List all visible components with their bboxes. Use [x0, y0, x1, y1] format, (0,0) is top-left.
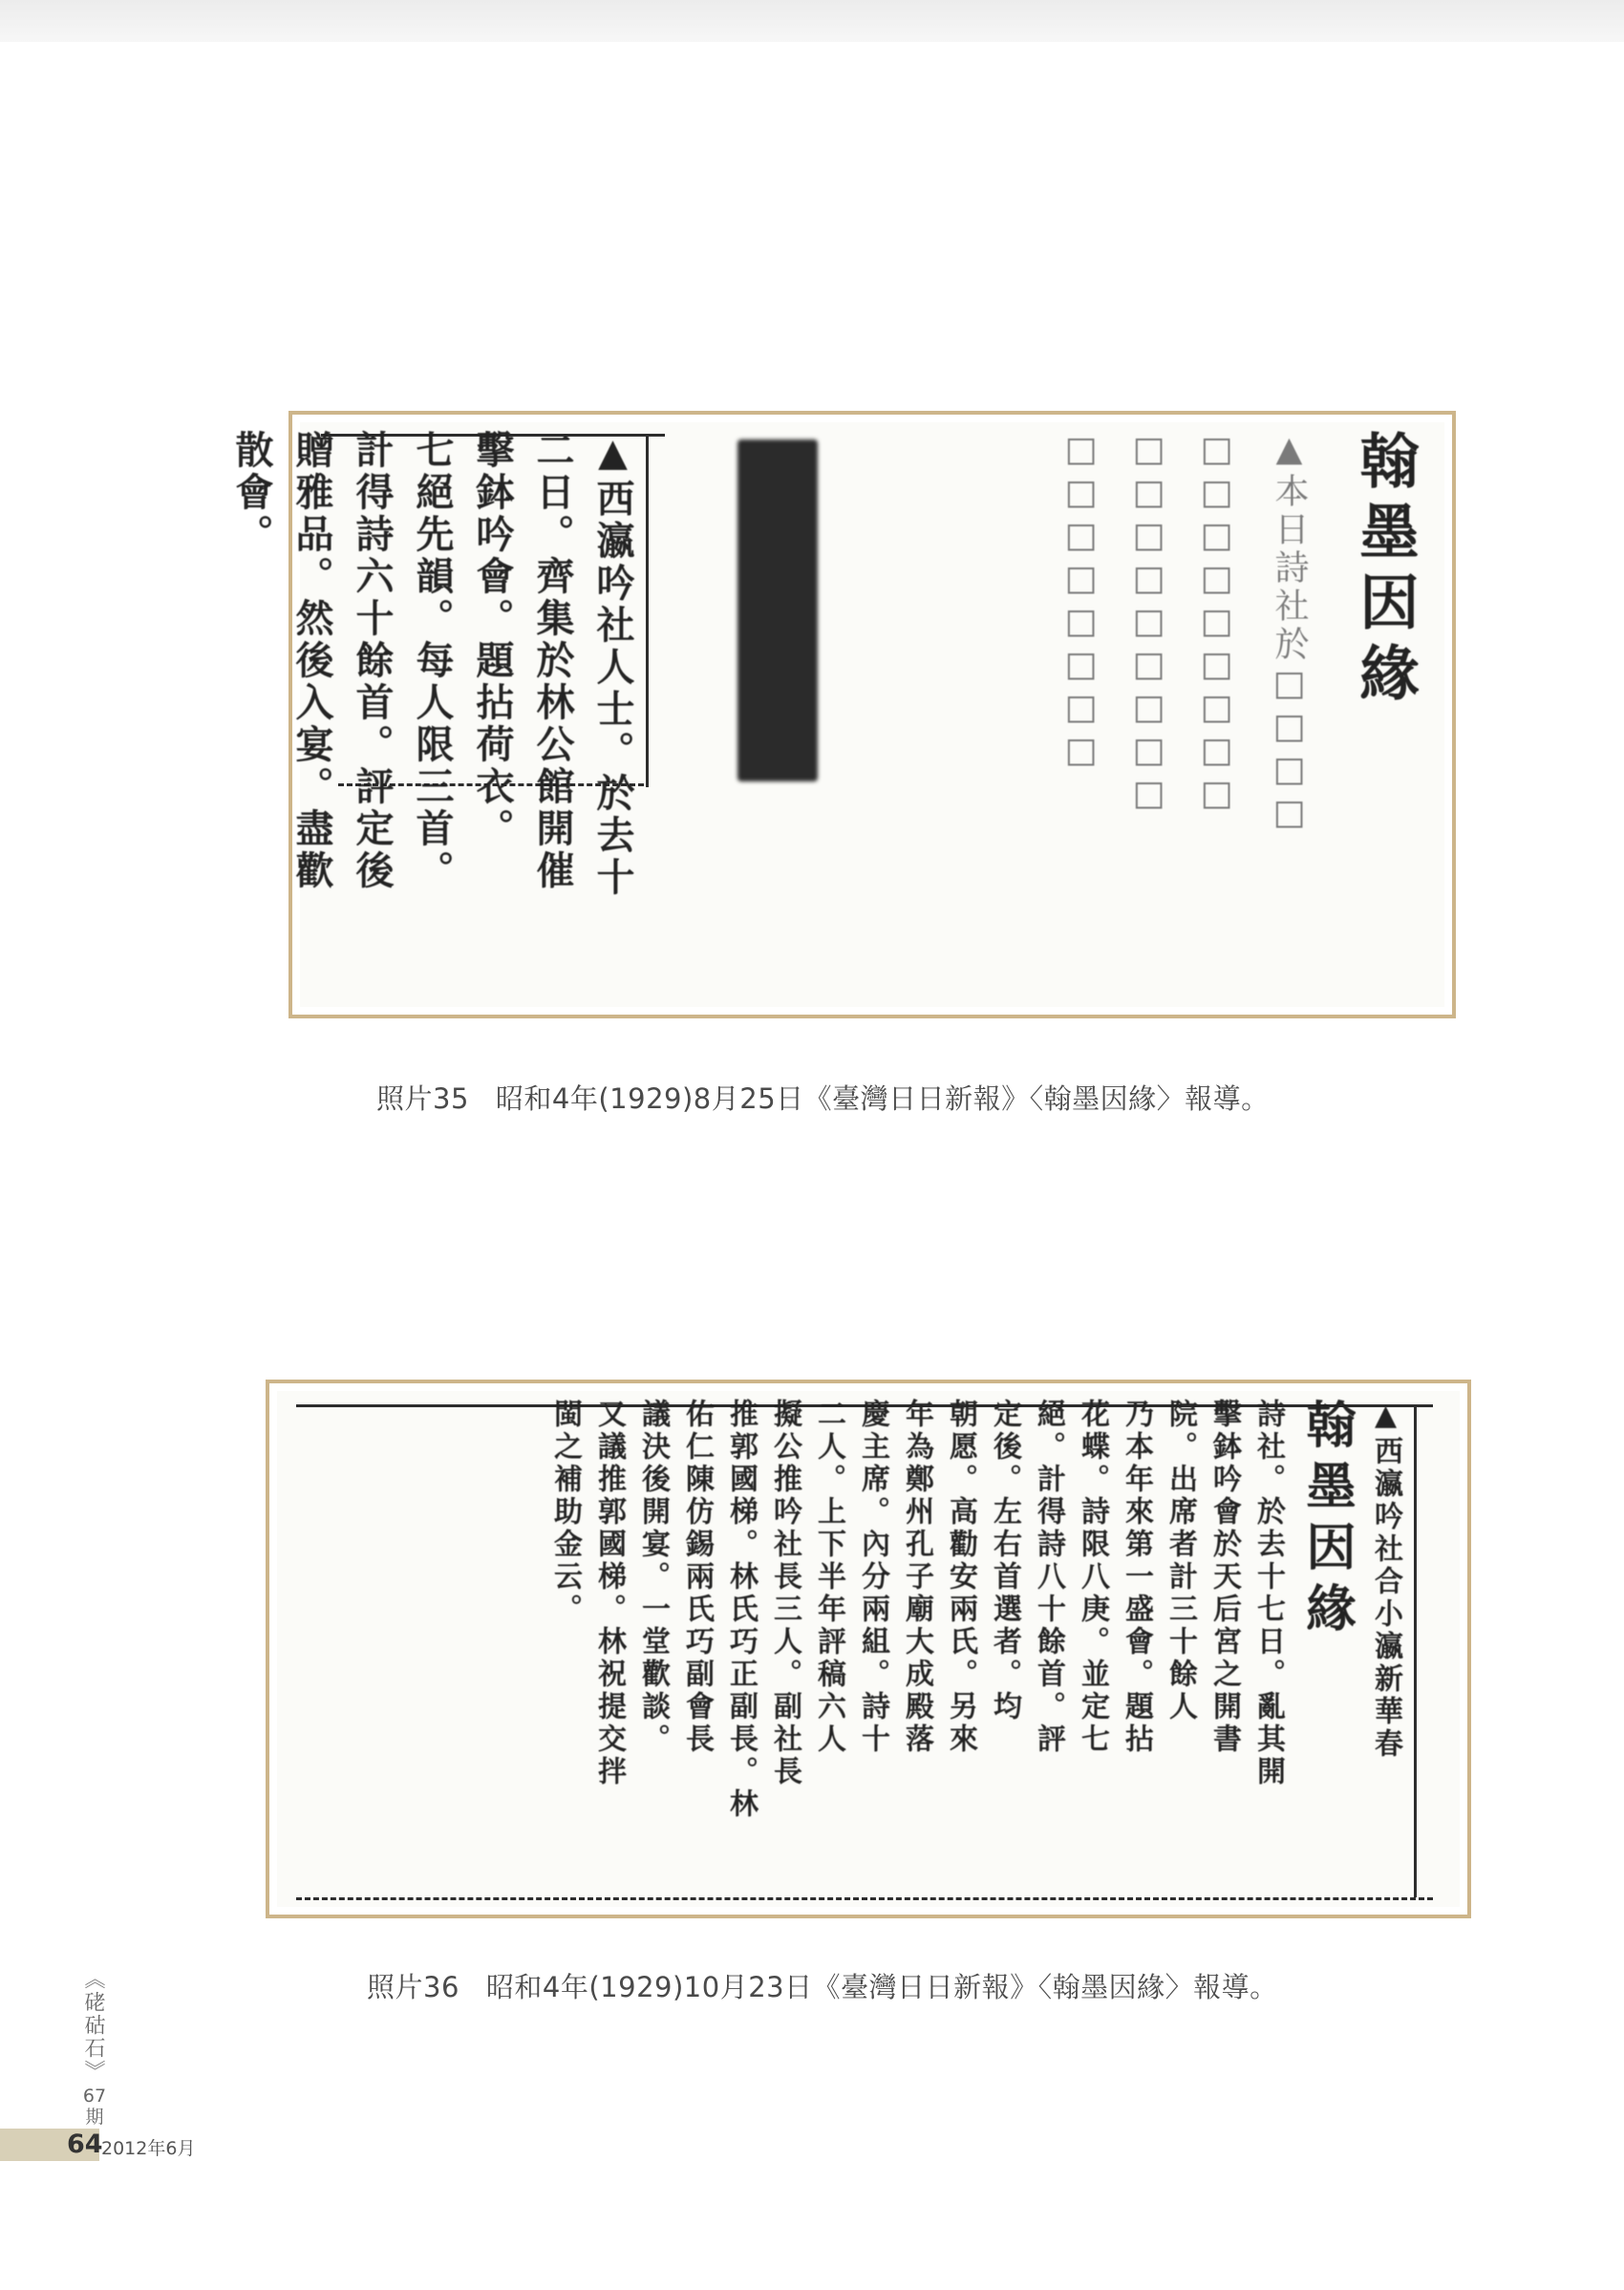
clipping-column: 計得詩六十餘首。評定後	[350, 430, 395, 892]
journal-title: 《硓𥑮石》	[81, 1968, 105, 2083]
clipping-column: 朝愿。高勸安兩氏。另來	[944, 1399, 977, 1756]
photo-36-caption-text: 昭和4年(1929)10月23日《臺灣日日新報》〈翰墨因緣〉報導。	[485, 1971, 1278, 2003]
clipping-headline: 翰墨因緣	[1350, 430, 1420, 713]
clipping-column: 擊鉢吟會於天后宮之開書	[1207, 1399, 1241, 1756]
photo-36-text-block	[296, 1391, 1410, 1907]
photo-35-right-text-block	[835, 422, 1446, 1007]
page-number: 64	[67, 2129, 103, 2159]
photo-35-left-text-block	[229, 422, 646, 1007]
clipping-column: 推郭國梯。林氏巧正副長。林	[724, 1399, 758, 1821]
clipping-column: 定後。左右首選者。均	[988, 1399, 1021, 1723]
clipping-column: 佑仁陳仿錫兩氏巧副會長	[680, 1399, 714, 1756]
clipping-column: 院。出席者計三十餘人	[1164, 1399, 1197, 1723]
clipping-column: 散會。	[229, 430, 274, 556]
clipping-column: 七絕先韻。每人限三首。	[410, 430, 455, 892]
clipping-column: 閩之補助金云。	[548, 1399, 582, 1626]
photo-36-newspaper-clipping	[277, 1391, 1460, 1907]
clipping-column: □□□□□□□□	[1061, 430, 1100, 774]
issue-date: 2012年6月	[101, 2138, 196, 2159]
clipping-column: 議決後開宴。一堂歡談。	[636, 1399, 670, 1756]
issue-number: 67	[82, 2086, 107, 2107]
clipping-column: 贈雅品。然後入宴。盡歡	[289, 430, 334, 892]
clipping-column: ▲西瀛吟社人士。於去十	[590, 430, 635, 899]
clipping-rule-vertical	[1414, 1404, 1417, 1897]
photo-36-caption	[367, 1966, 1278, 2005]
clipping-column: 詩社。於去十七日。亂其開	[1251, 1399, 1285, 1788]
photo-36-label: 照片36	[367, 1971, 459, 2003]
issue-suffix: 期	[85, 2107, 104, 2128]
photo-35-caption-text: 昭和4年(1929)8月25日《臺灣日日新報》〈翰墨因緣〉報導。	[495, 1082, 1270, 1115]
clipping-column: 二日。齊集於林公館開催	[530, 430, 575, 892]
clipping-column: ▲西瀛吟社合小瀛新華春	[1369, 1399, 1402, 1761]
clipping-column: ▲本日詩社於□□□□	[1270, 430, 1309, 836]
clipping-column: 年為鄭州孔子廟大成殿落	[900, 1399, 933, 1756]
clipping-column: 慶主席。內分兩組。詩十	[856, 1399, 889, 1756]
clipping-column: 乃本年來第一盛會。題拈	[1120, 1399, 1153, 1756]
clipping-column: 花蝶。詩限八庚。並定七	[1076, 1399, 1109, 1756]
photo-35-caption	[376, 1078, 1270, 1117]
photo-35-frame	[229, 411, 1456, 1018]
clipping-rule-vertical	[646, 434, 649, 787]
clipping-column: 擊鉢吟會。題拈荷衣。	[470, 430, 515, 850]
photo-36-frame	[266, 1380, 1471, 1918]
photo-35-label: 照片35	[376, 1082, 469, 1115]
clipping-column: 又議推郭國梯。林祝提交拌	[592, 1399, 626, 1788]
clipping-column: 擬公推吟社長三人。副社長	[768, 1399, 801, 1788]
clipping-column: 二人。上下半年評稿六人	[812, 1399, 845, 1756]
clipping-headline: 翰墨因緣	[1297, 1399, 1356, 1643]
photo-35-newspaper-clipping	[229, 422, 1444, 1007]
clipping-column: □□□□□□□□□	[1197, 430, 1236, 817]
issue-label	[80, 2086, 109, 2128]
ink-smudge	[737, 439, 818, 781]
clipping-column: 絕。計得詩八十餘首。評	[1032, 1399, 1065, 1756]
top-scan-band	[0, 0, 1624, 42]
clipping-column: □□□□□□□□□	[1129, 430, 1168, 817]
